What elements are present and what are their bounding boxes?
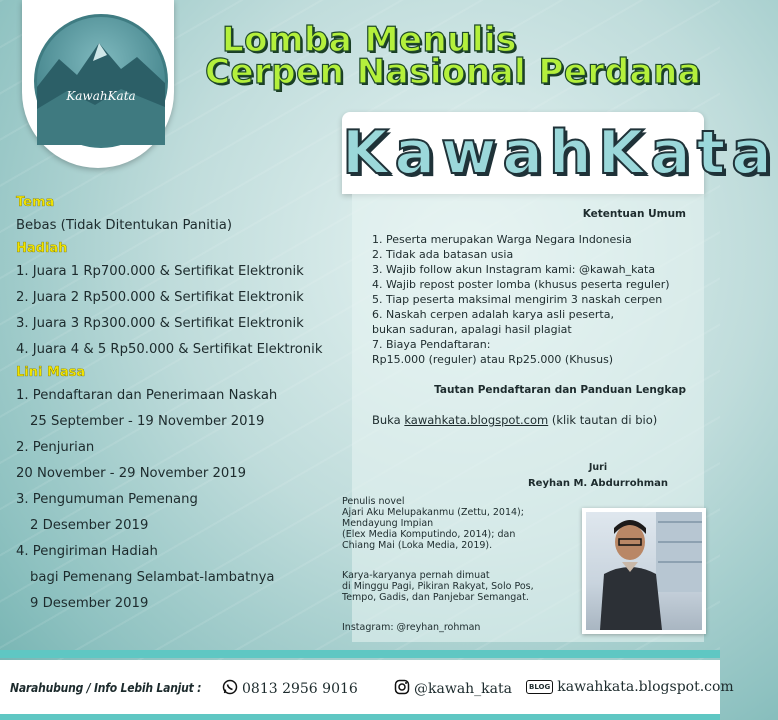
hadiah-item: 3. Juara 3 Rp300.000 & Sertifikat Elektronik: [16, 316, 304, 331]
juri-bio-line: Penulis novel: [342, 496, 405, 507]
ketentuan-item: 1. Peserta merupakan Warga Negara Indonesia: [372, 233, 632, 246]
tautan-heading: Tautan Pendaftaran dan Panduan Lengkap: [434, 384, 686, 396]
linimasa-line: 2. Penjurian: [16, 440, 95, 455]
juri-bio: [342, 496, 582, 646]
ketentuan-item: 3. Wajib follow akun Instagram kami: @kawah_kata: [372, 263, 656, 276]
ketentuan-item: 2. Tidak ada batasan usia: [372, 248, 514, 261]
title-line-2: Cerpen Nasional Perdana: [205, 52, 702, 92]
linimasa-line: 9 Desember 2019: [30, 596, 149, 611]
tautan-text: [372, 412, 657, 428]
linimasa-line: 3. Pengumuman Pemenang: [16, 492, 198, 507]
juri-bio-line: Ajari Aku Melupakanmu (Zettu, 2014);: [342, 507, 524, 518]
footer-stripe-bottom: [0, 714, 720, 720]
ketentuan-item: 7. Biaya Pendaftaran:: [372, 338, 491, 351]
juri-instagram: Instagram: @reyhan_rohman: [342, 622, 481, 633]
linimasa-line: 20 November - 29 November 2019: [16, 466, 247, 481]
phone-contact[interactable]: [222, 679, 358, 699]
ketentuan-item: 4. Wajib repost poster lomba (khusus peserta reguler): [372, 278, 670, 291]
ketentuan-item: Rp15.000 (reguler) atau Rp25.000 (Khusus): [372, 353, 614, 366]
whatsapp-icon: [222, 679, 238, 699]
juri-bio-line: Chiang Mai (Loka Media, 2019).: [342, 540, 493, 551]
footer-stripe-top: [0, 650, 720, 658]
linimasa-line: 1. Pendaftaran dan Penerimaan Naskah: [16, 388, 278, 403]
juri-bio-line: Karya-karyanya pernah dimuat: [342, 570, 490, 581]
linimasa-line: 2 Desember 2019: [30, 518, 149, 533]
hadiah-heading: Hadiah: [16, 241, 68, 256]
hadiah-item: 4. Juara 4 & 5 Rp50.000 & Sertifikat Elektronik: [16, 342, 323, 357]
blog-link[interactable]: kawahkata.blogspot.com: [404, 413, 549, 427]
juri-bio-line: (Elex Media Komputindo, 2014); dan: [342, 529, 516, 540]
brand-name: KawahKata: [342, 118, 778, 188]
tautan-suffix: (klik tautan di bio): [548, 413, 658, 427]
blog-contact[interactable]: [526, 679, 734, 695]
tema-heading: Tema: [16, 195, 55, 210]
blog-badge-icon: BLOG: [526, 680, 553, 694]
juri-bio-line: Tempo, Gadis, dan Panjebar Semangat.: [342, 592, 529, 603]
footer-bar: [0, 660, 734, 714]
mountain-icon: [37, 17, 165, 145]
linimasa-line: 4. Pengiriman Hadiah: [16, 544, 158, 559]
instagram-handle: @kawah_kata: [414, 681, 512, 697]
juri-name: Reyhan M. Abdurrohman: [527, 478, 668, 489]
juri-bio-line: di Minggu Pagi, Pikiran Rakyat, Solo Pos,: [342, 581, 534, 592]
left-column: [16, 193, 356, 617]
person-photo-icon: [586, 512, 702, 630]
ketentuan-item: bukan saduran, apalagi hasil plagiat: [372, 323, 572, 336]
logo-emblem: [34, 14, 168, 148]
juri-bio-line: Mendayung Impian: [342, 518, 434, 529]
title-line-1: Lomba Menulis: [222, 20, 517, 60]
juri-photo: [582, 508, 706, 634]
ketentuan-item: 6. Naskah cerpen adalah karya asli peserta,: [372, 308, 614, 321]
blog-url: kawahkata.blogspot.com: [557, 679, 734, 695]
logo-badge: [22, 0, 174, 168]
logo-text: KawahKata: [66, 89, 136, 103]
instagram-icon: [394, 679, 410, 699]
tautan-prefix: Buka: [372, 413, 405, 427]
ketentuan-item: 5. Tiap peserta maksimal mengirim 3 naskah cerpen: [372, 293, 663, 306]
linimasa-line: bagi Pemenang Selambat-lambatnya: [30, 570, 275, 585]
linimasa-heading: Lini Masa: [16, 365, 86, 380]
ketentuan-heading: Ketentuan Umum: [582, 208, 686, 220]
hadiah-item: 1. Juara 1 Rp700.000 & Sertifikat Elektronik: [16, 264, 304, 279]
brand-banner: [342, 112, 778, 194]
phone-number: 0813 2956 9016: [242, 681, 358, 697]
linimasa-line: 25 September - 19 November 2019: [30, 414, 265, 429]
contact-label: Narahubung / Info Lebih Lanjut :: [10, 681, 202, 695]
hadiah-item: 2. Juara 2 Rp500.000 & Sertifikat Elektronik: [16, 290, 304, 305]
instagram-contact[interactable]: [394, 679, 512, 699]
tema-text: Bebas (Tidak Ditentukan Panitia): [16, 218, 232, 233]
juri-label: Juri: [588, 462, 608, 473]
